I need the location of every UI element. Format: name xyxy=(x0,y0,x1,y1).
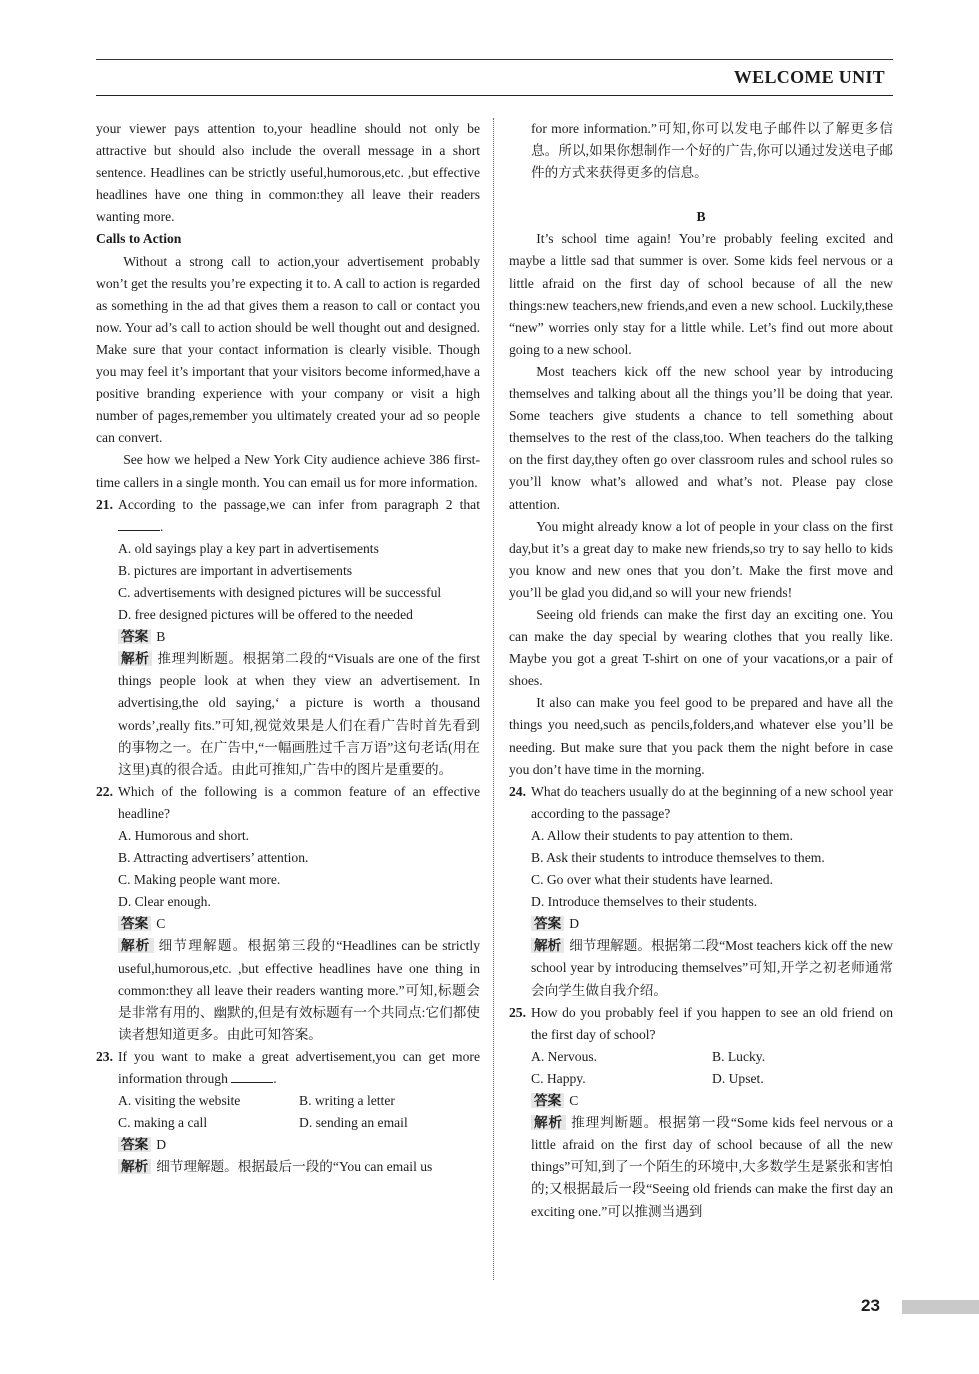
question-25 xyxy=(509,1002,893,1046)
answer-line xyxy=(509,1090,893,1112)
left-column xyxy=(96,118,480,1179)
question-stem: How do you probably feel if you happen to see an old friend on the first day of school? xyxy=(531,1004,893,1042)
option-d: D. sending an email xyxy=(299,1115,408,1131)
question-stem: If you want to make a great advertisement,you can get more information through xyxy=(118,1048,480,1087)
option-c: C. Happy. xyxy=(531,1070,586,1086)
stem-end: . xyxy=(160,518,164,534)
header-top-rule xyxy=(96,59,893,60)
explanation-tag: 解析 xyxy=(118,651,152,666)
option-a: A. visiting the website xyxy=(118,1093,241,1109)
question-23 xyxy=(96,1046,480,1090)
right-column xyxy=(509,118,893,1223)
explanation-text: 推理判断题。根据第一段“Some kids feel nervous or a little afraid on the first day of school because of all the new things”可知,到了一个陌生的环境中,大多数学生是紧张和害怕的;又根据最后一段“Seeing old friends can make the first day an exciting one.”可以推测当遇到 xyxy=(531,1115,893,1219)
paragraph: It also can make you feel good to be prepared and have all the things you need,such as pencils,folders,and whatever else you’ll be needing. But make sure that you pack them the night before in case you don’t have time in the morning. xyxy=(509,695,893,777)
answer-tag: 答案 xyxy=(531,916,564,931)
option-b: B. Ask their students to introduce themselves to them. xyxy=(531,850,825,865)
option-c: C. Making people want more. xyxy=(118,872,281,888)
explanation xyxy=(509,1112,893,1222)
explanation-text: 推理判断题。根据第二段的“Visuals are one of the first things people look at when they view an advertisement. In advertising,the old saying,‘ a picture is worth a thousand words’,really fits.”可知,视觉效果是人们在看广告时首先看到的事物之一。在广告中,“一幅画胜过千言万语”这句老话(用在这里)真的很合适。由此可推知,广告中的图片是重要的。 xyxy=(118,651,481,777)
paragraph: It’s school time again! You’re probably feeling excited and maybe a little sad that summer is over. Some kids feel nervous or a little afraid on the first day of school because of all the new things:new teachers,new friends,and even a new school. Luckily,these “new” worries only stay for a little while. Let’s find out more about going to a new school. xyxy=(509,231,893,357)
answer-blank xyxy=(118,518,160,531)
question-22 xyxy=(96,781,480,825)
paragraph: Seeing old friends can make the first day an exciting one. You can make the day special by wearing clothes that you really like. Maybe you got a great T-shirt on one of your vacations,or a pair of shoes. xyxy=(509,606,893,689)
paragraph: your viewer pays attention to,your headline should not only be attractive but should also include the overall message in a short sentence. Headlines can be strictly useful,humorous,etc. ,but effective headlines have one thing in common:they all leave their readers wanting more. xyxy=(96,121,480,225)
answer-tag: 答案 xyxy=(118,1137,151,1152)
option-b: B. Attracting advertisers’ attention. xyxy=(118,850,309,866)
option-row xyxy=(96,1090,480,1112)
paragraph: Without a strong call to action,your advertisement probably won’t get the results you’re expecting it to. A call to action is regarded as something in the ad that gives them a reason to call or contact you now. Your ad’s call to action should be well thought out and designed. Make sure that your contact information is clearly visible. Though you may feel it’s important that your visitors become informed,have a positive branding experience with your company or visit a high number of pages,remember you ultimately created your ad so people can convert. xyxy=(96,253,480,446)
option-row xyxy=(96,1112,480,1134)
question-stem: What do teachers usually do at the beginning of a new school year according to the passage? xyxy=(531,783,893,821)
question-number: 25. xyxy=(509,1004,526,1020)
paragraph: See how we helped a New York City audience achieve 386 first-time callers in a single month. You can email us for more information. xyxy=(96,452,480,490)
option-d: D. Clear enough. xyxy=(118,894,211,910)
option-row xyxy=(509,1046,893,1068)
explanation-text: 细节理解题。根据第二段“Most teachers kick off the new school year by introducing themselves”可知,开学之初老师通常会向学生做自我介绍。 xyxy=(531,938,894,998)
explanation-continued: for more information.”可知,你可以发电子邮件以了解更多信息。所以,如果你想制作一个好的广告,你可以通过发送电子邮件的方式来获得更多的信息。 xyxy=(531,121,893,181)
explanation xyxy=(96,935,480,1045)
question-number: 24. xyxy=(509,783,526,799)
section-heading: Calls to Action xyxy=(96,231,182,247)
option-a: A. Nervous. xyxy=(531,1048,598,1064)
answer-line xyxy=(509,913,893,935)
explanation xyxy=(509,935,893,1001)
explanation-tag: 解析 xyxy=(531,938,564,953)
stem-end: . xyxy=(273,1071,277,1087)
option-c: C. advertisements with designed pictures will be successful xyxy=(118,584,442,600)
option-d: D. Introduce themselves to their students. xyxy=(531,894,758,910)
question-21 xyxy=(96,494,480,538)
spacer xyxy=(509,184,893,206)
answer-value: C xyxy=(569,1093,579,1109)
option-a: A. old sayings play a key part in advertisements xyxy=(118,540,379,556)
answer-value: C xyxy=(156,916,166,932)
option-d: D. Upset. xyxy=(712,1070,764,1086)
answer-line xyxy=(96,626,480,648)
explanation xyxy=(96,1156,480,1178)
answer-blank xyxy=(231,1070,273,1083)
explanation xyxy=(96,648,480,781)
answer-tag: 答案 xyxy=(531,1093,564,1108)
option-a: A. Allow their students to pay attention to them. xyxy=(531,827,794,843)
answer-tag: 答案 xyxy=(118,916,151,931)
option-a: A. Humorous and short. xyxy=(118,828,250,843)
question-number: 21. xyxy=(96,496,113,512)
option-row xyxy=(509,1068,893,1090)
answer-value: D xyxy=(569,916,580,932)
paragraph: Most teachers kick off the new school year by introducing themselves and talking about all the things you’ll be doing that year. Some teachers give students a chance to tell something about themselves to the rest of the class,too. When teachers do the talking on the first day,they often go over classroom rules and school rules so you’ll know what’s allowed and what’s not. Please pay close attention. xyxy=(509,363,893,512)
page-tab-bar xyxy=(902,1300,979,1314)
unit-title: WELCOME UNIT xyxy=(733,67,885,87)
page-number: 23 xyxy=(861,1296,880,1315)
answer-value: D xyxy=(156,1137,167,1153)
option-b: B. pictures are important in advertisements xyxy=(118,562,353,578)
question-24 xyxy=(509,781,893,825)
question-stem: According to the passage,we can infer from paragraph 2 that xyxy=(118,496,480,512)
answer-line xyxy=(96,1134,480,1156)
option-c: C. Go over what their students have learned. xyxy=(531,872,773,888)
option-c: C. making a call xyxy=(118,1115,208,1131)
paragraph: You might already know a lot of people in your class on the first day,but it’s a great day to make new friends,so try to say hello to kids you know and new ones that you don’t. Make the first move and you’ll be glad you did,and so will your new friends! xyxy=(509,518,893,600)
header-bottom-rule xyxy=(96,95,893,96)
option-b: B. Lucky. xyxy=(712,1048,766,1064)
answer-tag: 答案 xyxy=(118,629,151,644)
section-label: B xyxy=(696,209,706,225)
explanation-tag: 解析 xyxy=(118,938,154,953)
option-b: B. writing a letter xyxy=(299,1093,395,1109)
question-number: 22. xyxy=(96,783,113,799)
option-d: D. free designed pictures will be offered to the needed xyxy=(118,607,413,623)
explanation-text: 细节理解题。根据第三段的“Headlines can be strictly useful,humorous,etc. ,but effective headlines have one thing in common:they all leave their readers wanting more.”可知,标题会是非常有用的、幽默的,但是有效标题有一个共同点:它们都使读者想知道更多。由此可知答案。 xyxy=(118,938,480,1042)
answer-line xyxy=(96,913,480,935)
explanation-text: 细节理解题。根据最后一段的“You can email us xyxy=(156,1159,433,1175)
explanation-tag: 解析 xyxy=(118,1159,151,1174)
question-stem: Which of the following is a common feature of an effective headline? xyxy=(118,783,480,821)
explanation-tag: 解析 xyxy=(531,1115,566,1130)
answer-value: B xyxy=(156,629,166,645)
question-number: 23. xyxy=(96,1048,113,1064)
column-divider xyxy=(493,118,494,1280)
